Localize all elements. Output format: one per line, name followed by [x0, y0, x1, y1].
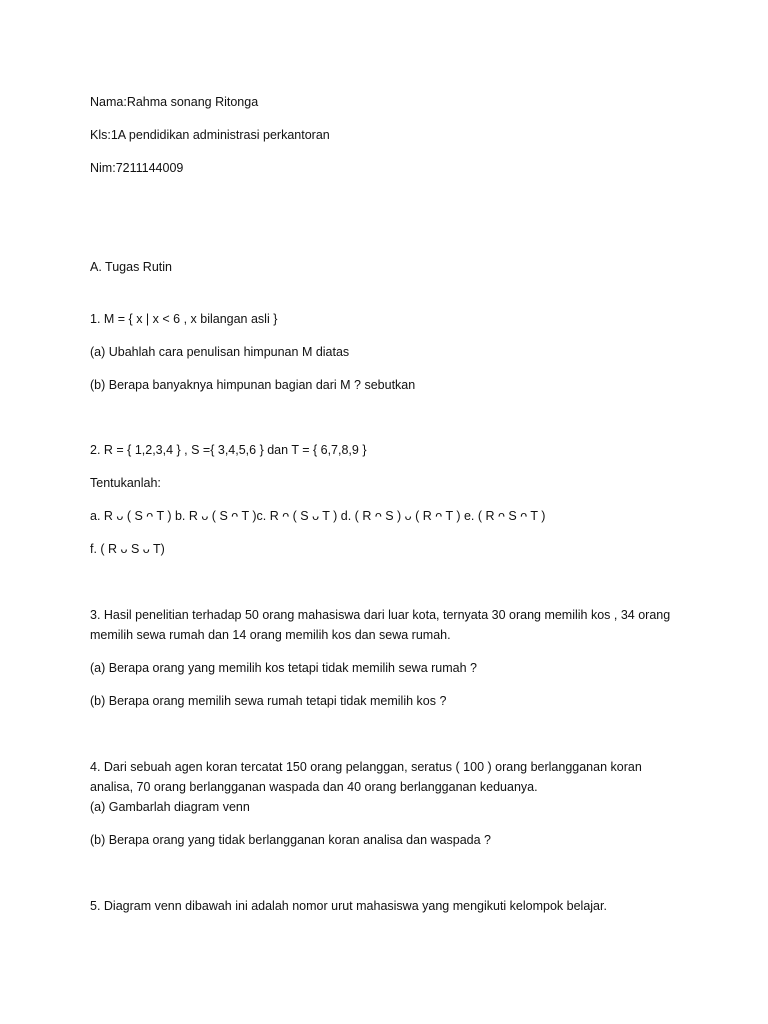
question-5-statement: 5. Diagram venn dibawah ini adalah nomor urut mahasiswa yang mengikuti kelompok belajar.: [90, 899, 607, 913]
student-name: Nama:Rahma sonang Ritonga: [90, 95, 259, 109]
question-4-statement-line-2: analisa, 70 orang berlangganan waspada dan 40 orang berlangganan keduanya.: [90, 780, 538, 794]
question-2-statement: 2. R = { 1,2,3,4 } , S ={ 3,4,5,6 } dan T = { 6,7,8,9 }: [90, 443, 367, 457]
section-title: A. Tugas Rutin: [90, 260, 172, 274]
question-4-statement-line-1: 4. Dari sebuah agen koran tercatat 150 orang pelanggan, seratus ( 100 ) orang berlangganan koran: [90, 760, 642, 774]
question-2-instruction: Tentukanlah:: [90, 476, 161, 490]
question-4-part-a: (a) Gambarlah diagram venn: [90, 800, 250, 814]
question-3-statement-line-2: memilih sewa rumah dan 14 orang memilih kos dan sewa rumah.: [90, 628, 451, 642]
student-class: Kls:1A pendidikan administrasi perkantoran: [90, 128, 330, 142]
question-2-items-line-1: a. R ᴗ ( S ᴖ T ) b. R ᴗ ( S ᴖ T )c. R ᴖ ( S ᴗ T ) d. ( R ᴖ S ) ᴗ ( R ᴖ T ) e. ( R ᴖ S ᴖ T ): [90, 509, 546, 523]
question-3-part-b: (b) Berapa orang memilih sewa rumah tetapi tidak memilih kos ?: [90, 694, 447, 708]
question-2-items-line-2: f. ( R ᴗ S ᴗ T): [90, 542, 165, 556]
question-3-statement-line-1: 3. Hasil penelitian terhadap 50 orang mahasiswa dari luar kota, ternyata 30 orang memilih kos , 34 orang: [90, 608, 671, 622]
question-4-part-b: (b) Berapa orang yang tidak berlangganan koran analisa dan waspada ?: [90, 833, 491, 847]
question-1-part-b: (b) Berapa banyaknya himpunan bagian dari M ? sebutkan: [90, 378, 416, 392]
question-3-part-a: (a) Berapa orang yang memilih kos tetapi tidak memilih sewa rumah ?: [90, 661, 477, 675]
student-nim: Nim:7211144009: [90, 161, 184, 175]
question-1-part-a: (a) Ubahlah cara penulisan himpunan M diatas: [90, 345, 350, 359]
question-1-statement: 1. M = { x | x < 6 , x bilangan asli }: [90, 312, 278, 326]
